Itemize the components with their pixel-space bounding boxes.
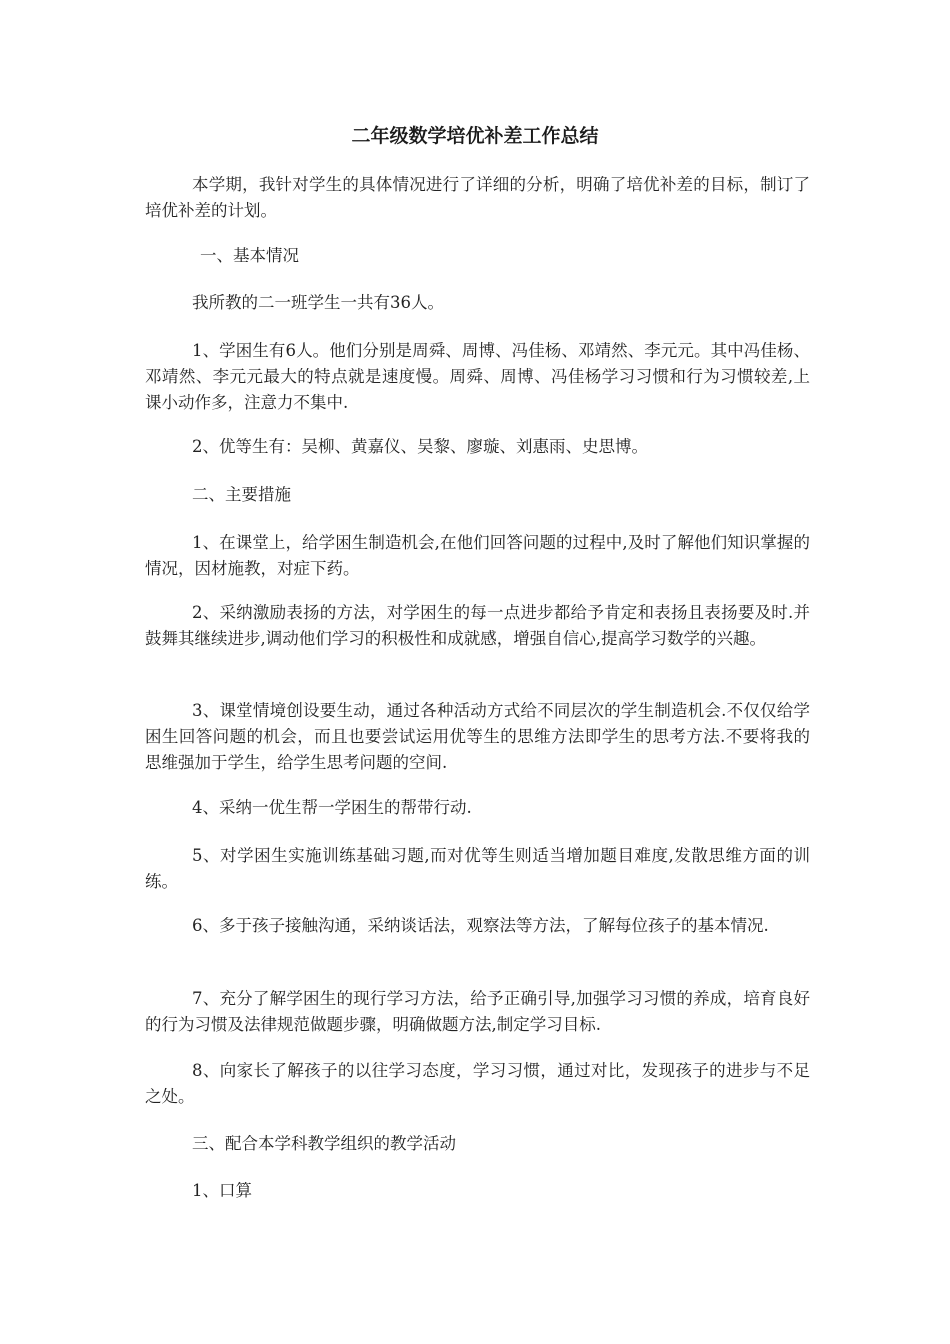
basic-item-2: 2、优等生有：吴柳、黄嘉仪、吴黎、廖璇、刘惠雨、史思博。 [192, 437, 648, 456]
measure-item-4: 4、采纳一优生帮一学困生的帮带行动. [192, 798, 472, 817]
measure-item-3: 3、课堂情境创设要生动，通过各种活动方式给不同层次的学生制造机会.不仅仅给学困生回答问题的机会，而且也要尝试运用优等生的思维方法即学生的思考方法.不要将我的思维强加于学生，给学生思考问题的空间. [145, 701, 810, 772]
activity-item-1: 1、口算 [192, 1181, 252, 1200]
intro-paragraph: 本学期，我针对学生的具体情况进行了详细的分析，明确了培优补差的目标，制订了培优补差的计划。 [145, 175, 810, 220]
measure-item-2: 2、采纳激励表扬的方法，对学困生的每一点进步都给予肯定和表扬且表扬要及时.并鼓舞其继续进步,调动他们学习的积极性和成就感，增强自信心,提高学习数学的兴趣。 [145, 603, 810, 648]
class-info-paragraph: 我所教的二一班学生一共有36人。 [192, 293, 444, 312]
measure-item-6: 6、多于孩子接触沟通，采纳谈话法，观察法等方法，了解每位孩子的基本情况. [192, 916, 769, 935]
measure-item-1: 1、在课堂上，给学困生制造机会,在他们回答问题的过程中,及时了解他们知识掌握的情况，因材施教，对症下药。 [145, 533, 810, 578]
measure-item-8: 8、向家长了解孩子的以往学习态度，学习习惯，通过对比，发现孩子的进步与不足之处。 [145, 1061, 810, 1106]
measure-item-7: 7、充分了解学困生的现行学习方法，给予正确引导,加强学习习惯的养成，培育良好的行为习惯及法律规范做题步骤，明确做题方法,制定学习目标. [145, 989, 810, 1034]
document-title: 二年级数学培优补差工作总结 [351, 125, 599, 147]
measure-item-5: 5、对学困生实施训练基础习题,而对优等生则适当增加题目难度,发散思维方面的训练。 [145, 846, 810, 891]
basic-item-1: 1、学困生有6人。他们分别是周舜、周博、冯佳杨、邓靖然、李元元。其中冯佳杨、邓靖然、李元元最大的特点就是速度慢。周舜、周博、冯佳杨学习习惯和行为习惯较差,上课小动作多，注意力不集中. [145, 341, 810, 412]
section-heading-basic-situation: 一、基本情况 [200, 246, 299, 265]
section-heading-teaching-activities: 三、配合本学科教学组织的教学活动 [192, 1134, 456, 1153]
section-heading-main-measures: 二、主要措施 [192, 485, 291, 504]
